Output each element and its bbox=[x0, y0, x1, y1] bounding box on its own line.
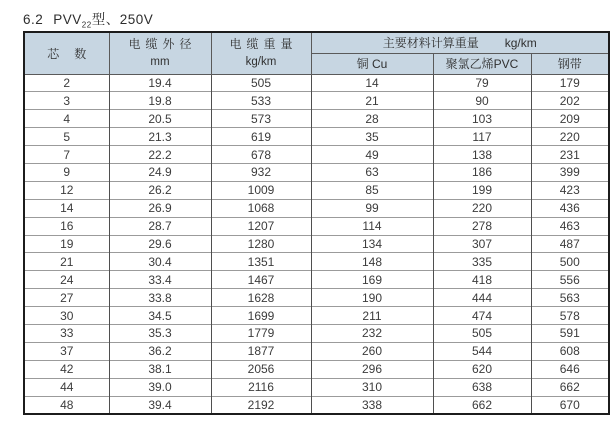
cell: 533 bbox=[211, 92, 311, 110]
cell: 37 bbox=[24, 342, 109, 360]
cell: 591 bbox=[531, 324, 609, 342]
cell: 24.9 bbox=[109, 163, 211, 181]
cell: 21 bbox=[24, 253, 109, 271]
cell: 138 bbox=[433, 146, 531, 164]
cell: 190 bbox=[311, 289, 433, 307]
cell: 33 bbox=[24, 324, 109, 342]
model-subscript: 22 bbox=[81, 20, 92, 30]
cell: 19.4 bbox=[109, 74, 211, 92]
cell: 619 bbox=[211, 128, 311, 146]
cell: 220 bbox=[531, 128, 609, 146]
cell: 148 bbox=[311, 253, 433, 271]
cell: 103 bbox=[433, 110, 531, 128]
cell: 33.4 bbox=[109, 271, 211, 289]
header-outer-diameter-unit: mm bbox=[150, 55, 170, 68]
cell: 19.8 bbox=[109, 92, 211, 110]
header-row-group bbox=[24, 32, 609, 53]
cell: 30.4 bbox=[109, 253, 211, 271]
header-cores bbox=[24, 32, 109, 74]
cell: 199 bbox=[433, 181, 531, 199]
cell: 220 bbox=[433, 199, 531, 217]
cell: 85 bbox=[311, 181, 433, 199]
cell: 34.5 bbox=[109, 307, 211, 325]
cell: 24 bbox=[24, 271, 109, 289]
cable-spec-table bbox=[23, 31, 610, 415]
table-row bbox=[24, 110, 609, 128]
header-cable-weight-label: 电缆重量 bbox=[229, 37, 298, 52]
cell: 1280 bbox=[211, 235, 311, 253]
cell: 278 bbox=[433, 217, 531, 235]
cell: 678 bbox=[211, 146, 311, 164]
cell: 5 bbox=[24, 128, 109, 146]
cell: 28.7 bbox=[109, 217, 211, 235]
cell: 202 bbox=[531, 92, 609, 110]
cell: 487 bbox=[531, 235, 609, 253]
cell: 2192 bbox=[211, 396, 311, 414]
cell: 27 bbox=[24, 289, 109, 307]
cell: 310 bbox=[311, 378, 433, 396]
cell: 35 bbox=[311, 128, 433, 146]
cell: 2 bbox=[24, 74, 109, 92]
cell: 338 bbox=[311, 396, 433, 414]
cell: 662 bbox=[433, 396, 531, 414]
cell: 2056 bbox=[211, 360, 311, 378]
cell: 1877 bbox=[211, 342, 311, 360]
cell: 1207 bbox=[211, 217, 311, 235]
cell: 20.5 bbox=[109, 110, 211, 128]
cell: 231 bbox=[531, 146, 609, 164]
cell: 26.2 bbox=[109, 181, 211, 199]
header-materials-group-unit: kg/km bbox=[504, 36, 537, 51]
cell: 444 bbox=[433, 289, 531, 307]
cell: 556 bbox=[531, 271, 609, 289]
cell: 186 bbox=[433, 163, 531, 181]
cell: 211 bbox=[311, 307, 433, 325]
cell: 3 bbox=[24, 92, 109, 110]
table-row bbox=[24, 74, 609, 92]
cell: 21 bbox=[311, 92, 433, 110]
cell: 49 bbox=[311, 146, 433, 164]
title-suffix: 型、250V bbox=[91, 12, 154, 27]
cell: 1467 bbox=[211, 271, 311, 289]
cell: 1779 bbox=[211, 324, 311, 342]
table-row bbox=[24, 217, 609, 235]
cell: 36.2 bbox=[109, 342, 211, 360]
cell: 232 bbox=[311, 324, 433, 342]
cell: 39.4 bbox=[109, 396, 211, 414]
cell: 79 bbox=[433, 74, 531, 92]
cell: 30 bbox=[24, 307, 109, 325]
cell: 42 bbox=[24, 360, 109, 378]
table-row bbox=[24, 307, 609, 325]
cell: 620 bbox=[433, 360, 531, 378]
cell: 418 bbox=[433, 271, 531, 289]
cell: 4 bbox=[24, 110, 109, 128]
cell: 35.3 bbox=[109, 324, 211, 342]
cell: 932 bbox=[211, 163, 311, 181]
cell: 670 bbox=[531, 396, 609, 414]
cell: 28 bbox=[311, 110, 433, 128]
cell: 2116 bbox=[211, 378, 311, 396]
cell: 463 bbox=[531, 217, 609, 235]
cell: 307 bbox=[433, 235, 531, 253]
cell: 7 bbox=[24, 146, 109, 164]
table-row bbox=[24, 324, 609, 342]
header-materials-group-label: 主要材料计算重量 bbox=[382, 36, 479, 51]
header-cores-label: 芯数 bbox=[47, 46, 102, 61]
cell: 16 bbox=[24, 217, 109, 235]
table-row bbox=[24, 181, 609, 199]
cell: 179 bbox=[531, 74, 609, 92]
header-steel-tape: 钢带 bbox=[531, 53, 609, 74]
cell: 44 bbox=[24, 378, 109, 396]
cell: 33.8 bbox=[109, 289, 211, 307]
table-row bbox=[24, 289, 609, 307]
cell: 209 bbox=[531, 110, 609, 128]
cell: 662 bbox=[531, 378, 609, 396]
cell: 563 bbox=[531, 289, 609, 307]
cell: 436 bbox=[531, 199, 609, 217]
cell: 22.2 bbox=[109, 146, 211, 164]
header-outer-diameter bbox=[109, 32, 211, 74]
cell: 296 bbox=[311, 360, 433, 378]
cell: 474 bbox=[433, 307, 531, 325]
cell: 117 bbox=[433, 128, 531, 146]
cell: 26.9 bbox=[109, 199, 211, 217]
cell: 90 bbox=[433, 92, 531, 110]
table-row bbox=[24, 378, 609, 396]
cell: 423 bbox=[531, 181, 609, 199]
cell: 1628 bbox=[211, 289, 311, 307]
cell: 134 bbox=[311, 235, 433, 253]
table-row bbox=[24, 396, 609, 414]
header-copper: 铜 Cu bbox=[311, 53, 433, 74]
page-title bbox=[23, 8, 153, 28]
cell: 544 bbox=[433, 342, 531, 360]
cell: 608 bbox=[531, 342, 609, 360]
table-row bbox=[24, 199, 609, 217]
table-body bbox=[24, 74, 609, 414]
cell: 505 bbox=[433, 324, 531, 342]
table-row bbox=[24, 360, 609, 378]
table-row bbox=[24, 271, 609, 289]
cell: 638 bbox=[433, 378, 531, 396]
table-row bbox=[24, 128, 609, 146]
cell: 500 bbox=[531, 253, 609, 271]
cell: 1068 bbox=[211, 199, 311, 217]
model-name: PVV bbox=[53, 12, 82, 27]
header-cable-weight-unit: kg/km bbox=[245, 55, 277, 68]
cell: 21.3 bbox=[109, 128, 211, 146]
cell: 14 bbox=[311, 74, 433, 92]
table-row bbox=[24, 163, 609, 181]
table-row bbox=[24, 342, 609, 360]
cell: 260 bbox=[311, 342, 433, 360]
section-number: 6.2 bbox=[23, 12, 44, 27]
cell: 9 bbox=[24, 163, 109, 181]
cell: 14 bbox=[24, 199, 109, 217]
header-outer-diameter-label: 电缆外径 bbox=[128, 37, 197, 52]
cell: 39.0 bbox=[109, 378, 211, 396]
header-materials-group bbox=[311, 32, 609, 53]
cell: 578 bbox=[531, 307, 609, 325]
cell: 169 bbox=[311, 271, 433, 289]
cell: 1699 bbox=[211, 307, 311, 325]
table-row bbox=[24, 253, 609, 271]
cell: 1009 bbox=[211, 181, 311, 199]
cell: 505 bbox=[211, 74, 311, 92]
cell: 29.6 bbox=[109, 235, 211, 253]
table-row bbox=[24, 146, 609, 164]
header-cable-weight bbox=[211, 32, 311, 74]
header-pvc: 聚氯乙烯PVC bbox=[433, 53, 531, 74]
cell: 19 bbox=[24, 235, 109, 253]
cell: 335 bbox=[433, 253, 531, 271]
cell: 114 bbox=[311, 217, 433, 235]
cell: 646 bbox=[531, 360, 609, 378]
cell: 38.1 bbox=[109, 360, 211, 378]
cell: 573 bbox=[211, 110, 311, 128]
cell: 1351 bbox=[211, 253, 311, 271]
table-row bbox=[24, 235, 609, 253]
table-row bbox=[24, 92, 609, 110]
cell: 99 bbox=[311, 199, 433, 217]
cell: 48 bbox=[24, 396, 109, 414]
cell: 63 bbox=[311, 163, 433, 181]
cell: 12 bbox=[24, 181, 109, 199]
cell: 399 bbox=[531, 163, 609, 181]
